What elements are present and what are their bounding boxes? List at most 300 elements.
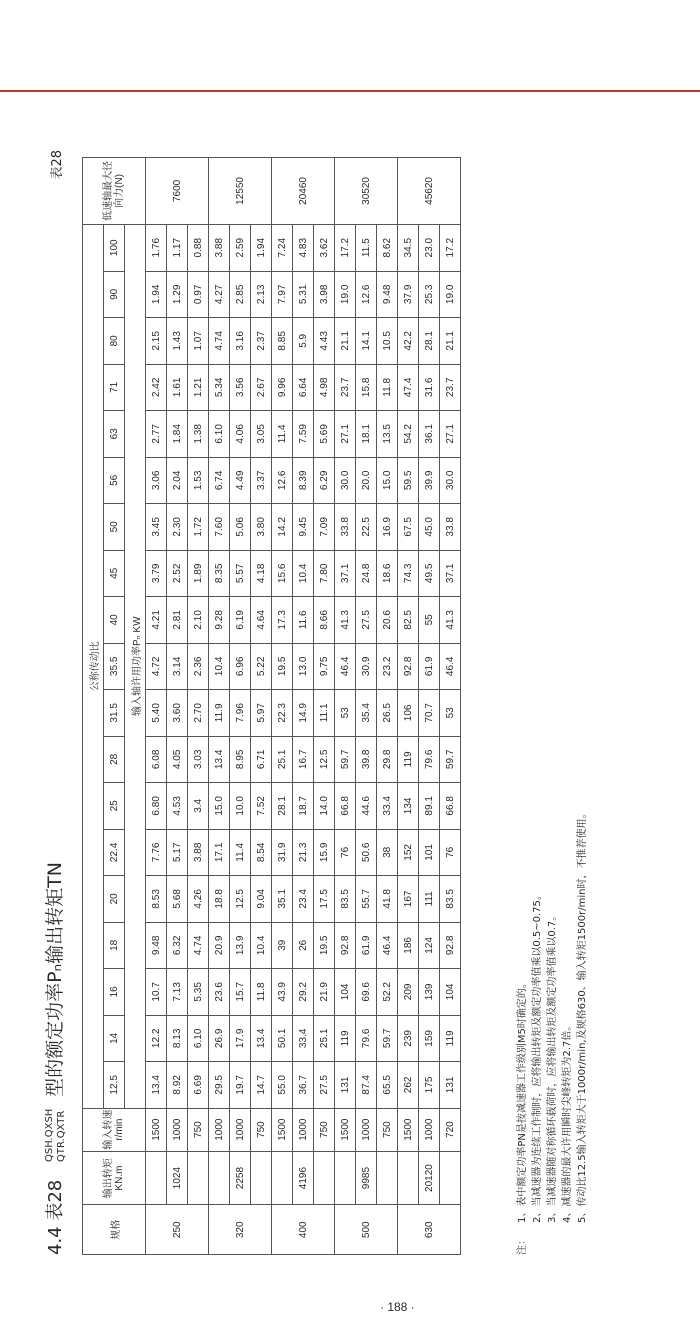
power-cell: 11.1 xyxy=(314,690,335,737)
power-cell: 14.9 xyxy=(293,690,314,737)
power-cell: 1.94 xyxy=(251,224,272,271)
power-cell: 152 xyxy=(398,829,419,876)
speed-cell: 1000 xyxy=(419,1108,440,1151)
ratio-header-cell: 45 xyxy=(104,550,125,597)
power-cell: 44.6 xyxy=(356,783,377,830)
power-cell: 2.70 xyxy=(188,690,209,737)
power-cell: 41.3 xyxy=(440,597,461,644)
power-cell: 1.29 xyxy=(167,271,188,318)
power-cell: 19.0 xyxy=(440,271,461,318)
power-cell: 54.2 xyxy=(398,411,419,458)
power-cell: 41.3 xyxy=(335,597,356,644)
power-cell: 3.06 xyxy=(146,457,167,504)
power-cell: 59.7 xyxy=(377,1015,398,1062)
power-cell: 0.88 xyxy=(188,224,209,271)
power-cell: 87.4 xyxy=(356,1062,377,1109)
power-cell: 46.4 xyxy=(335,643,356,690)
ratio-header-cell: 35.5 xyxy=(104,643,125,690)
power-cell: 209 xyxy=(398,969,419,1016)
speed-cell: 1500 xyxy=(272,1108,293,1151)
speed-cell: 750 xyxy=(251,1108,272,1151)
power-cell: 1.76 xyxy=(146,224,167,271)
section-number: 4.4 表28 xyxy=(45,1179,66,1255)
torque-cell-empty xyxy=(272,1151,293,1205)
ratio-header-cell: 90 xyxy=(104,271,125,318)
torque-cell-empty xyxy=(146,1151,167,1205)
power-cell: 1.94 xyxy=(146,271,167,318)
power-cell: 23.4 xyxy=(293,876,314,923)
power-cell: 29.8 xyxy=(377,736,398,783)
power-cell: 6.96 xyxy=(230,643,251,690)
power-cell: 25.1 xyxy=(272,736,293,783)
power-cell: 11.8 xyxy=(377,364,398,411)
power-cell: 4.43 xyxy=(314,318,335,365)
power-cell: 39.8 xyxy=(356,736,377,783)
power-cell: 14.2 xyxy=(272,504,293,551)
power-cell: 1.72 xyxy=(188,504,209,551)
header-spec: 规格 xyxy=(83,1205,146,1255)
power-cell: 239 xyxy=(398,1015,419,1062)
power-cell: 13.4 xyxy=(146,1062,167,1109)
speed-cell: 1000 xyxy=(356,1108,377,1151)
power-cell: 5.97 xyxy=(251,690,272,737)
power-cell: 15.0 xyxy=(209,783,230,830)
power-cell: 6.10 xyxy=(188,1015,209,1062)
power-cell: 23.0 xyxy=(419,224,440,271)
speed-cell: 1000 xyxy=(167,1108,188,1151)
power-cell: 101 xyxy=(419,829,440,876)
power-cell: 18.6 xyxy=(377,550,398,597)
power-cell: 17.5 xyxy=(314,876,335,923)
power-cell: 45.0 xyxy=(419,504,440,551)
power-cell: 10.4 xyxy=(209,643,230,690)
power-cell: 11.8 xyxy=(251,969,272,1016)
power-cell: 50.1 xyxy=(272,1015,293,1062)
radial-force-cell: 12550 xyxy=(209,158,272,225)
power-cell: 22.3 xyxy=(272,690,293,737)
power-cell: 23.6 xyxy=(209,969,230,1016)
power-cell: 1.61 xyxy=(167,364,188,411)
power-cell: 83.5 xyxy=(440,876,461,923)
power-cell: 15.6 xyxy=(272,550,293,597)
power-cell: 17.2 xyxy=(440,224,461,271)
page-title xyxy=(40,862,68,1255)
table-row xyxy=(440,158,461,1255)
power-cell: 1.38 xyxy=(188,411,209,458)
power-cell: 52.2 xyxy=(377,969,398,1016)
speed-cell: 750 xyxy=(377,1108,398,1151)
power-cell: 34.5 xyxy=(398,224,419,271)
header-output-torque: 输出转矩KN.m xyxy=(83,1151,146,1205)
power-cell: 9.28 xyxy=(209,597,230,644)
speed-cell: 720 xyxy=(440,1108,461,1151)
torque-cell: 2258 xyxy=(230,1151,251,1205)
table-row xyxy=(188,158,209,1255)
speed-cell: 1000 xyxy=(209,1108,230,1151)
ratio-header-cell: 100 xyxy=(104,224,125,271)
power-cell: 20.6 xyxy=(377,597,398,644)
power-cell: 66.8 xyxy=(335,783,356,830)
power-cell: 17.3 xyxy=(272,597,293,644)
power-cell: 19.5 xyxy=(272,643,293,690)
power-cell: 53 xyxy=(335,690,356,737)
power-cell: 6.10 xyxy=(209,411,230,458)
power-cell: 6.71 xyxy=(251,736,272,783)
power-cell: 28.1 xyxy=(272,783,293,830)
power-cell: 139 xyxy=(419,969,440,1016)
power-cell: 33.4 xyxy=(293,1015,314,1062)
power-cell: 10.4 xyxy=(251,922,272,969)
table-row xyxy=(230,158,251,1255)
power-cell: 30.9 xyxy=(356,643,377,690)
power-cell: 55 xyxy=(419,597,440,644)
power-cell: 186 xyxy=(398,922,419,969)
power-cell: 3.4 xyxy=(188,783,209,830)
power-cell: 4.72 xyxy=(146,643,167,690)
torque-cell: 20120 xyxy=(419,1151,440,1205)
power-cell: 13.9 xyxy=(230,922,251,969)
power-cell: 18.8 xyxy=(209,876,230,923)
power-cell: 104 xyxy=(440,969,461,1016)
power-cell: 3.60 xyxy=(167,690,188,737)
power-cell: 106 xyxy=(398,690,419,737)
power-cell: 61.9 xyxy=(419,643,440,690)
torque-cell-empty xyxy=(377,1151,398,1205)
power-cell: 7.80 xyxy=(314,550,335,597)
power-cell: 6.08 xyxy=(146,736,167,783)
power-cell: 69.6 xyxy=(356,969,377,1016)
rating-table xyxy=(82,157,461,1255)
power-cell: 4.27 xyxy=(209,271,230,318)
torque-cell: 9985 xyxy=(356,1151,377,1205)
power-cell: 82.5 xyxy=(398,597,419,644)
note-text: 3、当减速器随对称循环载荷时，应将输出转矩及额定功率值乘以0.7。 xyxy=(547,910,558,1223)
power-cell: 29.5 xyxy=(209,1062,230,1109)
speed-cell: 1500 xyxy=(398,1108,419,1151)
power-cell: 4.98 xyxy=(314,364,335,411)
power-cell: 6.64 xyxy=(293,364,314,411)
power-cell: 9.48 xyxy=(377,271,398,318)
radial-force-cell: 20460 xyxy=(272,158,335,225)
power-cell: 9.04 xyxy=(251,876,272,923)
power-cell: 59.7 xyxy=(440,736,461,783)
power-cell: 3.05 xyxy=(251,411,272,458)
power-cell: 46.4 xyxy=(440,643,461,690)
power-cell: 1.43 xyxy=(167,318,188,365)
power-cell: 6.19 xyxy=(230,597,251,644)
power-cell: 21.1 xyxy=(335,318,356,365)
power-cell: 119 xyxy=(335,1015,356,1062)
power-cell: 8.95 xyxy=(230,736,251,783)
power-cell: 10.0 xyxy=(230,783,251,830)
power-cell: 3.56 xyxy=(230,364,251,411)
rotated-page xyxy=(40,150,660,1255)
power-cell: 25.3 xyxy=(419,271,440,318)
power-cell: 19.7 xyxy=(230,1062,251,1109)
power-cell: 2.85 xyxy=(230,271,251,318)
power-cell: 33.8 xyxy=(335,504,356,551)
power-cell: 7.76 xyxy=(146,829,167,876)
power-cell: 35.4 xyxy=(356,690,377,737)
power-cell: 15.9 xyxy=(314,829,335,876)
torque-cell-empty xyxy=(209,1151,230,1205)
speed-cell: 1500 xyxy=(146,1108,167,1151)
power-cell: 6.29 xyxy=(314,457,335,504)
power-cell: 2.59 xyxy=(230,224,251,271)
ratio-header-cell: 20 xyxy=(104,876,125,923)
ratio-header-cell: 50 xyxy=(104,504,125,551)
power-cell: 12.6 xyxy=(356,271,377,318)
power-cell: 131 xyxy=(335,1062,356,1109)
power-cell: 0.97 xyxy=(188,271,209,318)
table-row xyxy=(356,158,377,1255)
power-cell: 59.5 xyxy=(398,457,419,504)
power-cell: 59.7 xyxy=(335,736,356,783)
table-row xyxy=(146,158,167,1255)
title-text: 型的额定功率Pₙ输出转矩TN xyxy=(44,862,66,1097)
power-cell: 5.57 xyxy=(230,550,251,597)
note-text: 2、当减速器为连续工作制时，应将输出转矩及额定功率值乘以0.5~0.75。 xyxy=(532,890,543,1223)
power-cell: 8.62 xyxy=(377,224,398,271)
note-item xyxy=(530,809,545,1255)
power-cell: 33.8 xyxy=(440,504,461,551)
table-row xyxy=(377,158,398,1255)
power-cell: 124 xyxy=(419,922,440,969)
power-cell: 3.98 xyxy=(314,271,335,318)
power-cell: 8.54 xyxy=(251,829,272,876)
power-cell: 4.74 xyxy=(209,318,230,365)
power-cell: 89.1 xyxy=(419,783,440,830)
power-cell: 3.62 xyxy=(314,224,335,271)
power-cell: 19.5 xyxy=(314,922,335,969)
power-cell: 4.05 xyxy=(167,736,188,783)
power-cell: 26 xyxy=(293,922,314,969)
ratio-header-cell: 25 xyxy=(104,783,125,830)
power-cell: 9.45 xyxy=(293,504,314,551)
ratio-header-cell: 22.4 xyxy=(104,829,125,876)
power-cell: 1.89 xyxy=(188,550,209,597)
notes xyxy=(515,809,590,1255)
power-cell: 3.88 xyxy=(209,224,230,271)
power-cell: 4.64 xyxy=(251,597,272,644)
power-cell: 37.9 xyxy=(398,271,419,318)
header-ratio: 公称传动比 xyxy=(83,224,104,1108)
power-cell: 16.9 xyxy=(377,504,398,551)
power-cell: 55.0 xyxy=(272,1062,293,1109)
power-cell: 14.7 xyxy=(251,1062,272,1109)
torque-cell-empty xyxy=(398,1151,419,1205)
power-cell: 134 xyxy=(398,783,419,830)
note-item xyxy=(575,809,590,1255)
power-cell: 4.21 xyxy=(146,597,167,644)
power-cell: 119 xyxy=(440,1015,461,1062)
power-cell: 17.2 xyxy=(335,224,356,271)
power-cell: 39.9 xyxy=(419,457,440,504)
power-cell: 4.18 xyxy=(251,550,272,597)
power-cell: 15.7 xyxy=(230,969,251,1016)
power-cell: 79.6 xyxy=(356,1015,377,1062)
table-row xyxy=(293,158,314,1255)
power-cell: 3.45 xyxy=(146,504,167,551)
radial-force-cell: 30520 xyxy=(335,158,398,225)
torque-cell-empty xyxy=(251,1151,272,1205)
power-cell: 21.3 xyxy=(293,829,314,876)
power-cell: 42.2 xyxy=(398,318,419,365)
power-cell: 5.68 xyxy=(167,876,188,923)
power-cell: 1.84 xyxy=(167,411,188,458)
power-cell: 11.4 xyxy=(230,829,251,876)
power-cell: 2.81 xyxy=(167,597,188,644)
power-cell: 7.59 xyxy=(293,411,314,458)
table-row xyxy=(167,158,188,1255)
power-cell: 7.09 xyxy=(314,504,335,551)
power-cell: 28.1 xyxy=(419,318,440,365)
power-cell: 20.9 xyxy=(209,922,230,969)
power-cell: 18.7 xyxy=(293,783,314,830)
note-text: 5、传动比12.5输入转矩大于1000r/min,及规格630、输入转矩1500r/min时，不推荐使用。 xyxy=(577,808,588,1223)
power-cell: 9.96 xyxy=(272,364,293,411)
power-cell: 27.1 xyxy=(440,411,461,458)
power-cell: 159 xyxy=(419,1015,440,1062)
power-cell: 1.07 xyxy=(188,318,209,365)
power-cell: 3.14 xyxy=(167,643,188,690)
ratio-header-cell: 63 xyxy=(104,411,125,458)
power-cell: 5.35 xyxy=(188,969,209,1016)
power-cell: 23.7 xyxy=(440,364,461,411)
power-cell: 7.96 xyxy=(230,690,251,737)
power-cell: 8.92 xyxy=(167,1062,188,1109)
power-cell: 4.83 xyxy=(293,224,314,271)
power-cell: 17.9 xyxy=(230,1015,251,1062)
power-cell: 8.53 xyxy=(146,876,167,923)
power-cell: 76 xyxy=(440,829,461,876)
header-radial-force: 低速轴最大径向力(N) xyxy=(83,158,146,225)
table-row xyxy=(419,158,440,1255)
power-cell: 21.9 xyxy=(314,969,335,1016)
power-cell: 11.4 xyxy=(272,411,293,458)
power-cell: 1.53 xyxy=(188,457,209,504)
model-line-2: QTR.QXTR xyxy=(56,1110,67,1162)
power-cell: 23.2 xyxy=(377,643,398,690)
power-cell: 43.9 xyxy=(272,969,293,1016)
power-cell: 5.06 xyxy=(230,504,251,551)
power-cell: 10.5 xyxy=(377,318,398,365)
power-cell: 27.5 xyxy=(314,1062,335,1109)
table-number: 表28 xyxy=(50,150,65,180)
note-item xyxy=(515,809,530,1255)
power-cell: 74.3 xyxy=(398,550,419,597)
power-cell: 27.5 xyxy=(356,597,377,644)
power-cell: 6.74 xyxy=(209,457,230,504)
power-cell: 13.4 xyxy=(251,1015,272,1062)
spec-cell: 500 xyxy=(335,1205,398,1255)
ratio-header-row xyxy=(104,158,125,1255)
power-cell: 7.97 xyxy=(272,271,293,318)
power-cell: 104 xyxy=(335,969,356,1016)
header-power: 输入轴许用功率Pₙ KW xyxy=(125,224,146,1108)
power-cell: 14.1 xyxy=(356,318,377,365)
power-cell: 55.7 xyxy=(356,876,377,923)
note-item xyxy=(560,809,575,1255)
ratio-header-cell: 71 xyxy=(104,364,125,411)
power-cell: 30.0 xyxy=(335,457,356,504)
power-cell: 5.69 xyxy=(314,411,335,458)
power-cell: 17.1 xyxy=(209,829,230,876)
ratio-header-cell: 16 xyxy=(104,969,125,1016)
power-cell: 31.9 xyxy=(272,829,293,876)
power-cell: 5.40 xyxy=(146,690,167,737)
power-cell: 21.1 xyxy=(440,318,461,365)
power-cell: 41.8 xyxy=(377,876,398,923)
power-cell: 8.13 xyxy=(167,1015,188,1062)
power-cell: 12.5 xyxy=(230,876,251,923)
notes-lead: 注： xyxy=(517,1235,528,1255)
power-cell: 26.9 xyxy=(209,1015,230,1062)
table-row xyxy=(272,158,293,1255)
model-codes xyxy=(44,1109,68,1162)
power-cell: 24.8 xyxy=(356,550,377,597)
ratio-header-cell: 56 xyxy=(104,457,125,504)
power-cell: 167 xyxy=(398,876,419,923)
spec-cell: 630 xyxy=(398,1205,461,1255)
power-cell: 31.6 xyxy=(419,364,440,411)
radial-force-cell: 45620 xyxy=(398,158,461,225)
power-cell: 50.6 xyxy=(356,829,377,876)
torque-cell-empty xyxy=(314,1151,335,1205)
power-cell: 175 xyxy=(419,1062,440,1109)
power-cell: 49.5 xyxy=(419,550,440,597)
power-cell: 38 xyxy=(377,829,398,876)
table-row xyxy=(335,158,356,1255)
power-cell: 13.5 xyxy=(377,411,398,458)
power-cell: 7.13 xyxy=(167,969,188,1016)
power-cell: 8.85 xyxy=(272,318,293,365)
power-cell: 9.75 xyxy=(314,643,335,690)
power-cell: 13.4 xyxy=(209,736,230,783)
power-cell: 5.9 xyxy=(293,318,314,365)
ratio-header-cell: 18 xyxy=(104,922,125,969)
table-body xyxy=(146,158,461,1255)
table-row xyxy=(398,158,419,1255)
table-row xyxy=(209,158,230,1255)
power-cell: 27.1 xyxy=(335,411,356,458)
power-cell: 2.77 xyxy=(146,411,167,458)
power-cell: 5.34 xyxy=(209,364,230,411)
power-cell: 19.0 xyxy=(335,271,356,318)
power-cell: 36.1 xyxy=(419,411,440,458)
radial-force-cell: 7600 xyxy=(146,158,209,225)
power-cell: 83.5 xyxy=(335,876,356,923)
note-text: 1、表中额定功率PN是按减速器工作级别M5时确定的。 xyxy=(517,978,528,1223)
power-cell: 47.4 xyxy=(398,364,419,411)
power-cell: 2.30 xyxy=(167,504,188,551)
spec-cell: 250 xyxy=(146,1205,209,1255)
power-cell: 2.67 xyxy=(251,364,272,411)
power-cell: 5.31 xyxy=(293,271,314,318)
power-cell: 20.0 xyxy=(356,457,377,504)
torque-cell: 4196 xyxy=(293,1151,314,1205)
power-cell: 3.16 xyxy=(230,318,251,365)
power-cell: 37.1 xyxy=(440,550,461,597)
power-cell: 66.8 xyxy=(440,783,461,830)
power-cell: 53 xyxy=(440,690,461,737)
power-cell: 131 xyxy=(440,1062,461,1109)
table-row xyxy=(314,158,335,1255)
power-cell: 22.5 xyxy=(356,504,377,551)
page-number: · 188 · xyxy=(380,1300,415,1314)
ratio-header-cell: 28 xyxy=(104,736,125,783)
power-cell: 13.0 xyxy=(293,643,314,690)
